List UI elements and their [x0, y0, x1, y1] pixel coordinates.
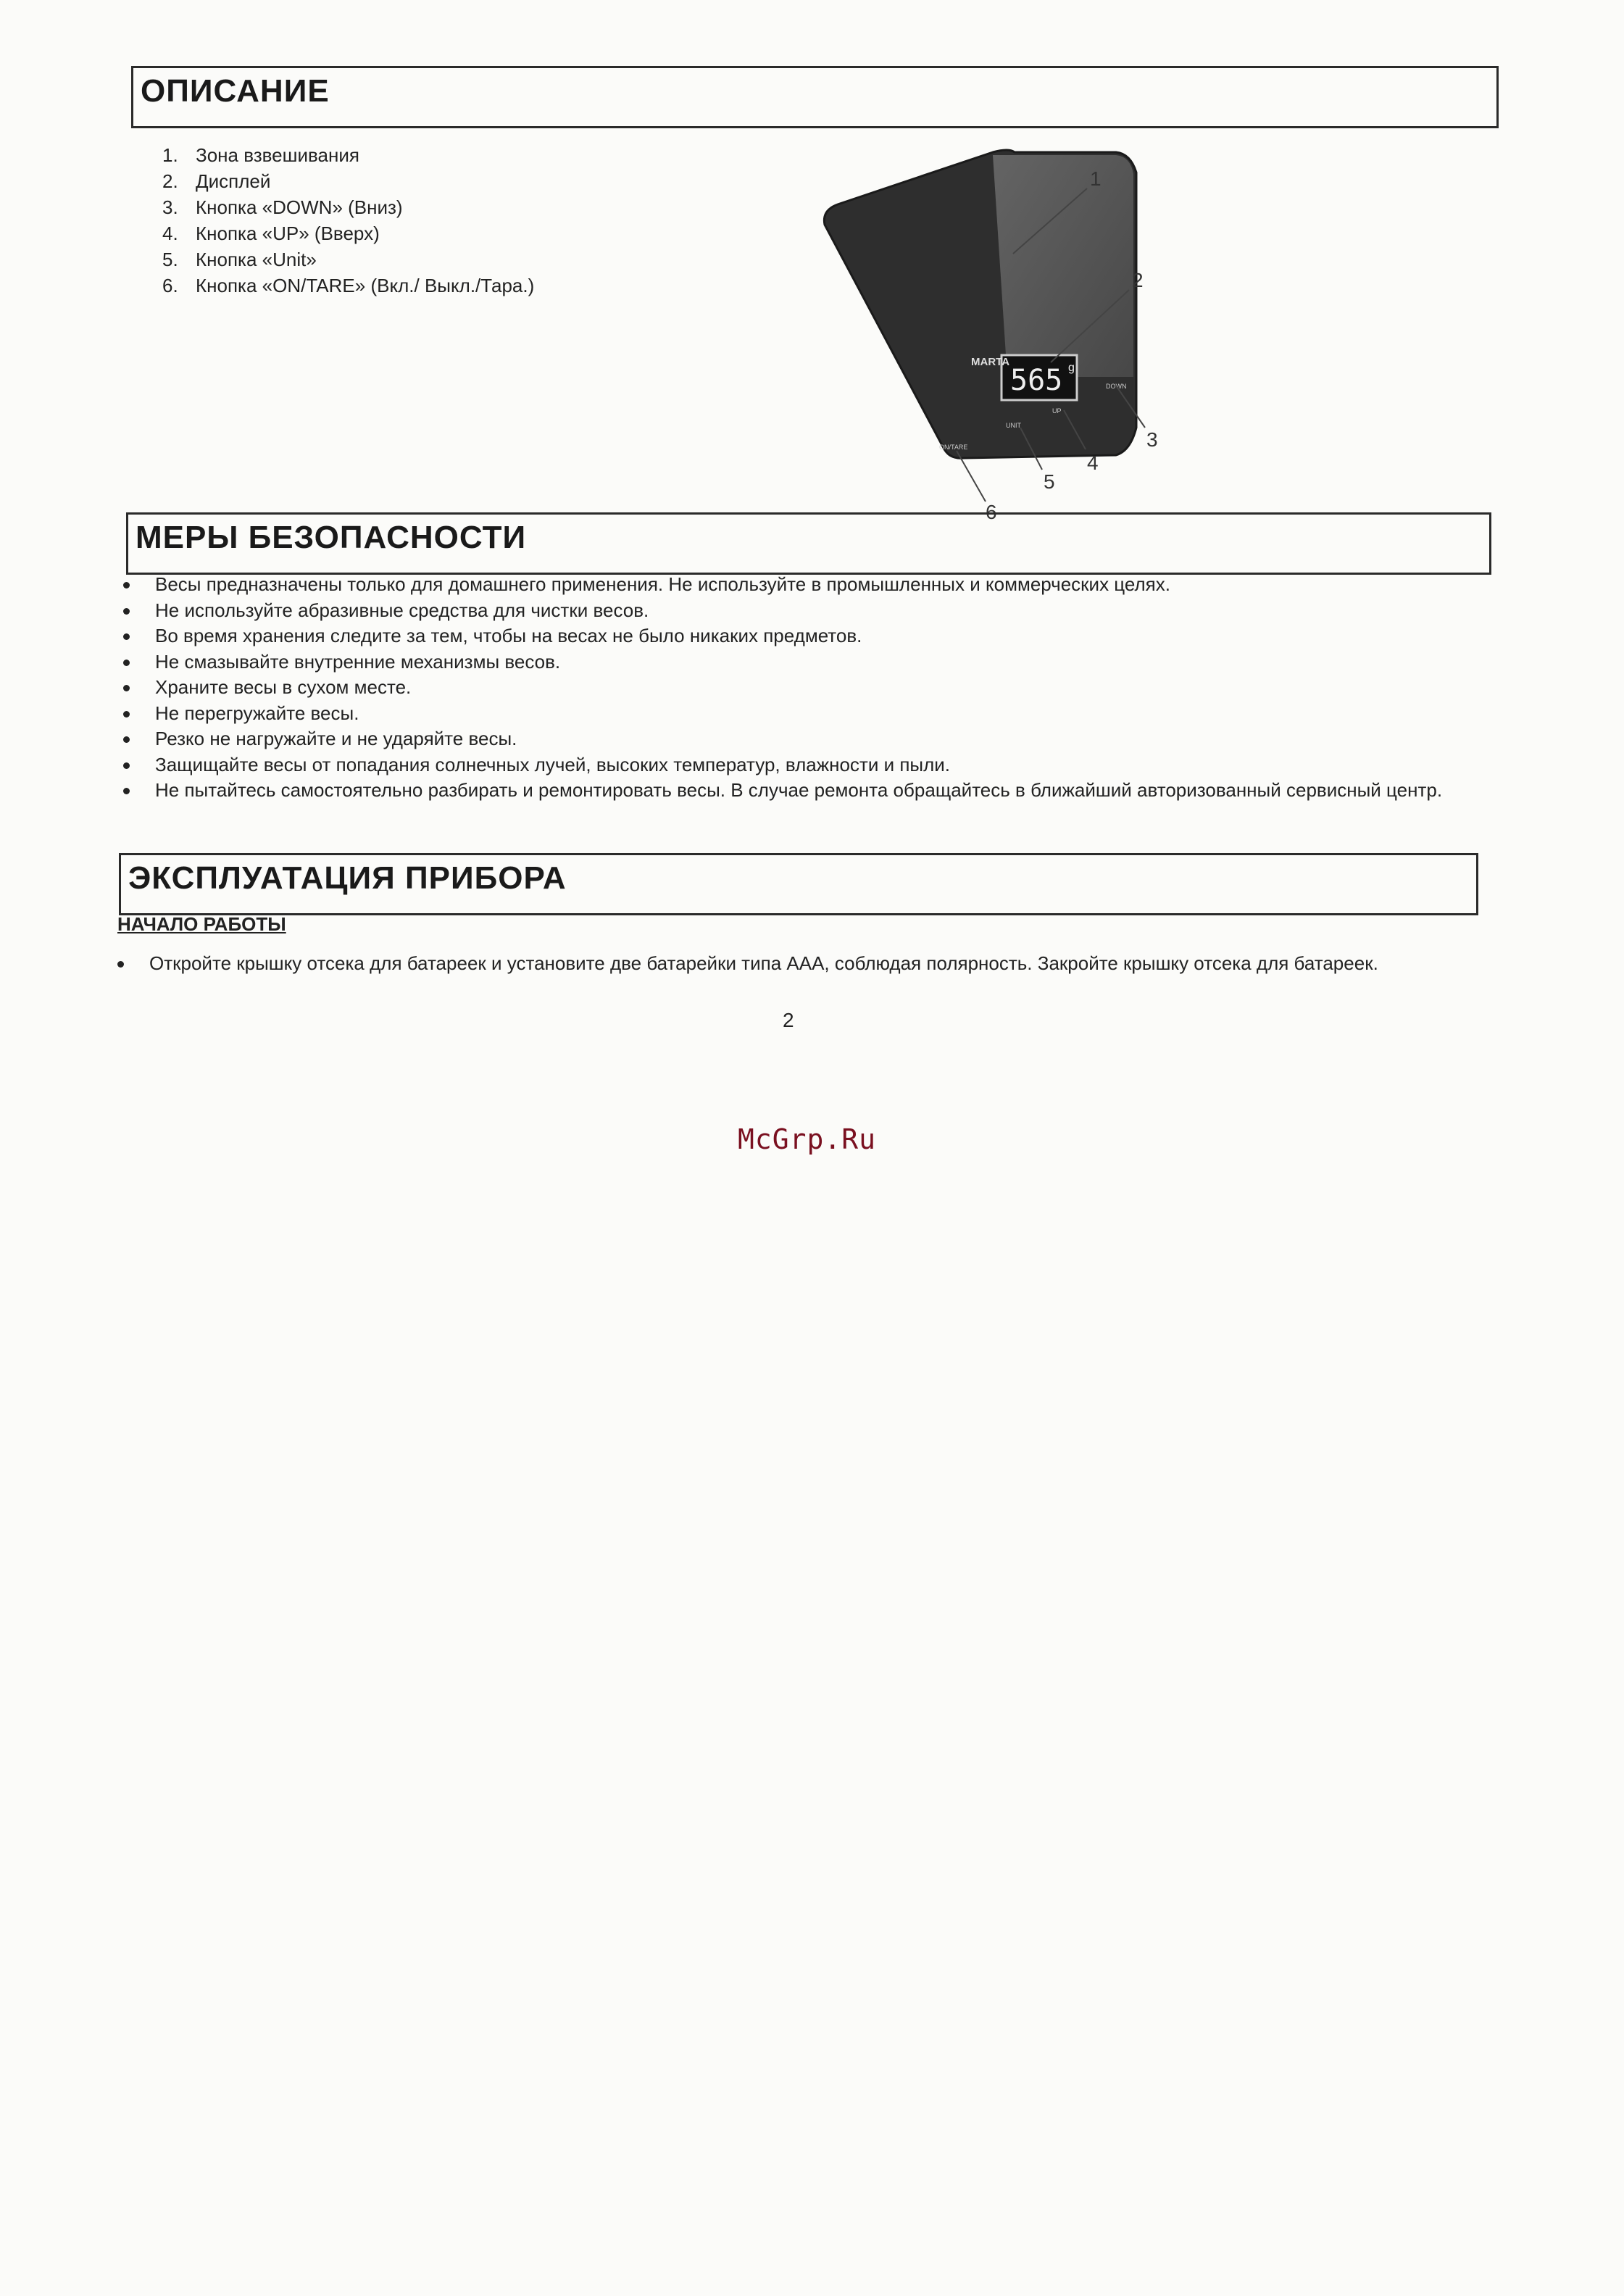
description-item-text: Кнопка «DOWN» (Вниз): [196, 196, 403, 218]
description-item-number: 4.: [162, 222, 178, 244]
section-title-description: ОПИСАНИЕ: [131, 66, 1499, 128]
description-item: [162, 142, 534, 168]
description-item-number: 3.: [162, 196, 178, 218]
description-item-text: Кнопка «UP» (Вверх): [196, 222, 380, 244]
description-item-text: Дисплей: [196, 170, 271, 192]
button-label-unit: UNIT: [1006, 422, 1021, 429]
scale-display-unit: g: [1068, 362, 1075, 374]
section-title-safety: МЕРЫ БЕЗОПАСНОСТИ: [126, 512, 1491, 575]
callout-1: 1: [1090, 167, 1102, 190]
safety-item: Весы предназначены только для домашнего применения. Не используйте в промышленных и коммерческих целях.: [119, 572, 1442, 598]
description-item: [162, 246, 534, 273]
callout-3: 3: [1146, 428, 1158, 451]
callout-6: 6: [986, 501, 997, 523]
scale-figure: [812, 138, 1188, 529]
description-item-number: 6.: [162, 275, 178, 296]
safety-item: Не используйте абразивные средства для чистки весов.: [119, 598, 1442, 624]
safety-list: [119, 572, 1442, 804]
description-item: [162, 273, 534, 299]
scale-brand: MARTA: [971, 356, 1010, 368]
description-item-number: 5.: [162, 249, 178, 270]
safety-item: Не пытайтесь самостоятельно разбирать и ремонтировать весы. В случае ремонта обращайтесь в ближайший авторизованный сервисный центр.: [119, 778, 1442, 804]
description-list: [162, 142, 534, 299]
description-item-number: 2.: [162, 170, 178, 192]
scale-display-value: 565: [1010, 364, 1063, 397]
scale-weighing-zone-right: [993, 155, 1133, 377]
safety-item: Не смазывайте внутренние механизмы весов.: [119, 649, 1442, 675]
description-item-text: Зона взвешивания: [196, 144, 359, 166]
callout-5: 5: [1044, 470, 1055, 493]
operation-item: Откройте крышку отсека для батареек и установите две батарейки типа ААА, соблюдая полярность. Закройте крышку отсека для батареек.: [113, 951, 1378, 977]
description-item: [162, 168, 534, 194]
button-label-down: DOWN: [1106, 383, 1127, 390]
safety-item: Резко не нагружайте и не ударяйте весы.: [119, 726, 1442, 752]
safety-item: Храните весы в сухом месте.: [119, 675, 1442, 701]
operation-list: [113, 951, 1378, 977]
description-item: [162, 194, 534, 220]
button-label-up: UP: [1052, 407, 1062, 415]
safety-item: Во время хранения следите за тем, чтобы на весах не было никаких предметов.: [119, 623, 1442, 649]
page-number: 2: [783, 1009, 794, 1031]
description-item-text: Кнопка «ON/TARE» (Вкл./ Выкл./Тара.): [196, 275, 535, 296]
description-item: [162, 220, 534, 246]
description-item-text: Кнопка «Unit»: [196, 249, 317, 270]
section-title-operation: ЭКСПЛУАТАЦИЯ ПРИБОРА: [119, 853, 1478, 915]
description-item-number: 1.: [162, 144, 178, 166]
callout-4: 4: [1087, 452, 1099, 474]
callout-2: 2: [1132, 269, 1144, 291]
safety-item: Защищайте весы от попадания солнечных лучей, высоких температур, влажности и пыли.: [119, 752, 1442, 778]
watermark: McGrp.Ru: [738, 1123, 877, 1155]
safety-item: Не перегружайте весы.: [119, 701, 1442, 727]
subsection-title-start: НАЧАЛО РАБОТЫ: [117, 913, 286, 935]
button-label-on-tare: ON/TARE: [939, 444, 968, 451]
